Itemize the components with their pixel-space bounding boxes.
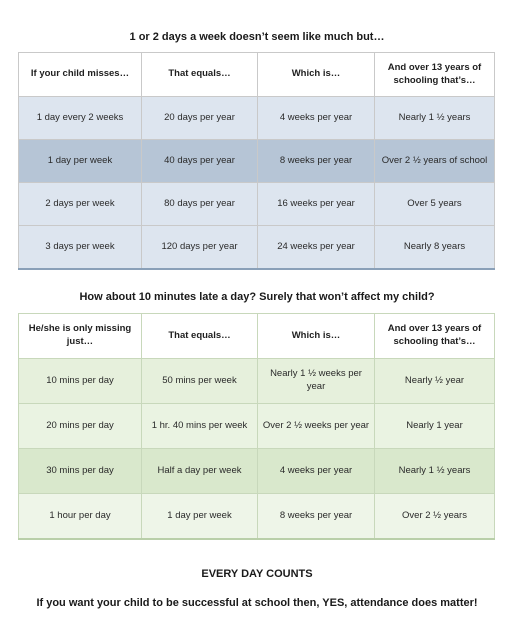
column-header: He/she is only missing just… bbox=[19, 314, 142, 359]
column-header: Which is… bbox=[258, 314, 375, 359]
table-cell: 4 weeks per year bbox=[258, 97, 375, 140]
table-cell: Nearly 1 ½ weeks per year bbox=[258, 359, 375, 404]
table-cell: 1 day every 2 weeks bbox=[19, 97, 142, 140]
table-row bbox=[19, 404, 495, 449]
column-header: And over 13 years of schooling that’s… bbox=[375, 314, 495, 359]
table-cell: 50 mins per week bbox=[142, 359, 258, 404]
table-cell: 120 days per year bbox=[142, 226, 258, 270]
section2-title: How about 10 minutes late a day? Surely that won’t affect my child? bbox=[79, 291, 435, 303]
table-cell: Over 5 years bbox=[375, 183, 495, 226]
table-cell: Half a day per week bbox=[142, 449, 258, 494]
column-header: Which is… bbox=[258, 53, 375, 97]
table-cell: 1 day per week bbox=[142, 494, 258, 540]
footer-headline: EVERY DAY COUNTS bbox=[201, 568, 313, 580]
table-cell: Nearly 1 ½ years bbox=[375, 449, 495, 494]
table-cell: 16 weeks per year bbox=[258, 183, 375, 226]
table-row bbox=[19, 140, 495, 183]
table-cell: Nearly ½ year bbox=[375, 359, 495, 404]
table-cell: Nearly 1 year bbox=[375, 404, 495, 449]
table-cell: Nearly 8 years bbox=[375, 226, 495, 270]
table-header-row bbox=[19, 314, 495, 359]
section1-title: 1 or 2 days a week doesn’t seem like much but… bbox=[129, 31, 385, 43]
table-cell: 30 mins per day bbox=[19, 449, 142, 494]
table-row bbox=[19, 449, 495, 494]
table-row bbox=[19, 97, 495, 140]
table-cell: 80 days per year bbox=[142, 183, 258, 226]
table-cell: 20 days per year bbox=[142, 97, 258, 140]
column-header: That equals… bbox=[142, 53, 258, 97]
table-cell: 1 day per week bbox=[19, 140, 142, 183]
table-cell: Over 2 ½ years bbox=[375, 494, 495, 540]
table-cell: Nearly 1 ½ years bbox=[375, 97, 495, 140]
days-missed-table bbox=[18, 52, 495, 270]
table-header-row bbox=[19, 53, 495, 97]
table-row bbox=[19, 494, 495, 540]
column-header: That equals… bbox=[142, 314, 258, 359]
table-cell: 1 hour per day bbox=[19, 494, 142, 540]
table-cell: 3 days per week bbox=[19, 226, 142, 270]
table-cell: Over 2 ½ weeks per year bbox=[258, 404, 375, 449]
table-cell: 40 days per year bbox=[142, 140, 258, 183]
table-row bbox=[19, 226, 495, 270]
column-header: And over 13 years of schooling that’s… bbox=[375, 53, 495, 97]
table-cell: 24 weeks per year bbox=[258, 226, 375, 270]
table-row bbox=[19, 183, 495, 226]
table-cell: 4 weeks per year bbox=[258, 449, 375, 494]
table-cell: Over 2 ½ years of school bbox=[375, 140, 495, 183]
table-cell: 8 weeks per year bbox=[258, 494, 375, 540]
late-arrival-table bbox=[18, 313, 495, 540]
table-cell: 1 hr. 40 mins per week bbox=[142, 404, 258, 449]
table-cell: 10 mins per day bbox=[19, 359, 142, 404]
footer-message: If you want your child to be successful at school then, YES, attendance does matter! bbox=[36, 597, 478, 609]
table-cell: 20 mins per day bbox=[19, 404, 142, 449]
table-cell: 2 days per week bbox=[19, 183, 142, 226]
column-header: If your child misses… bbox=[19, 53, 142, 97]
table-cell: 8 weeks per year bbox=[258, 140, 375, 183]
table-row bbox=[19, 359, 495, 404]
